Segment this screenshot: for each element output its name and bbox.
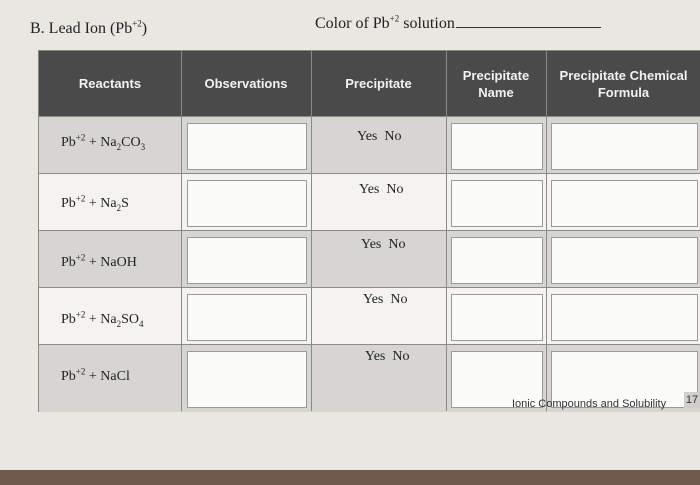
- heading-charge: +2: [132, 18, 142, 29]
- precipitate-name-input[interactable]: [451, 294, 543, 341]
- precipitate-name-input[interactable]: [451, 123, 543, 170]
- precipitate-choice: [357, 129, 402, 145]
- precipitate-name-input[interactable]: [451, 180, 543, 227]
- table-row: [39, 287, 700, 345]
- precipitate-name-input[interactable]: [451, 237, 543, 284]
- partner-formula: Na: [100, 135, 117, 150]
- table-header-row: [39, 51, 700, 116]
- yes-option[interactable]: Yes: [359, 182, 380, 197]
- plus-sign: +: [85, 369, 101, 384]
- ion-symbol: Pb: [61, 369, 76, 384]
- reactant-cell: [61, 366, 130, 385]
- header-precipitate-formula: Precipitate Chemical Formula: [559, 67, 688, 100]
- header-observations: Observations: [204, 76, 288, 91]
- section-heading: [30, 20, 147, 38]
- no-option[interactable]: No: [384, 129, 402, 144]
- ion-symbol: Pb: [61, 312, 76, 327]
- partner-subscript: 2: [116, 141, 122, 152]
- partner-formula: Na: [100, 196, 117, 211]
- reactant-cell: [61, 132, 146, 152]
- partner-formula-rest: S: [121, 196, 129, 211]
- reactant-cell: [61, 252, 137, 271]
- observations-input[interactable]: [187, 237, 307, 284]
- precipitate-choice: [361, 237, 406, 253]
- precipitate-formula-input[interactable]: [551, 123, 698, 170]
- color-prompt-suffix: solution: [399, 15, 455, 32]
- precipitate-choice: [363, 292, 408, 308]
- plus-sign: +: [85, 135, 101, 150]
- precipitate-formula-input[interactable]: [551, 180, 698, 227]
- yes-option[interactable]: Yes: [361, 237, 382, 252]
- reactions-table: [38, 50, 700, 412]
- color-prompt-text: Color of Pb: [315, 15, 390, 32]
- precipitate-formula-input[interactable]: [551, 294, 698, 341]
- table-row: [39, 116, 700, 174]
- yes-option[interactable]: Yes: [357, 129, 378, 144]
- no-option[interactable]: No: [388, 237, 406, 252]
- observations-input[interactable]: [187, 180, 307, 227]
- observations-input[interactable]: [187, 351, 307, 408]
- chapter-footer: Ionic Compounds and Solubility: [512, 398, 667, 410]
- plus-sign: +: [85, 312, 101, 327]
- table-row: [39, 173, 700, 231]
- column-divider: [546, 51, 547, 411]
- no-option[interactable]: No: [390, 292, 408, 307]
- partner-subscript: 2: [116, 202, 122, 213]
- observations-input[interactable]: [187, 294, 307, 341]
- partner-formula-rest: SO: [121, 312, 140, 327]
- ion-charge: +2: [75, 309, 86, 320]
- color-prompt: [315, 15, 455, 33]
- yes-option[interactable]: Yes: [365, 349, 386, 364]
- ion-charge: +2: [75, 193, 86, 204]
- heading-text: B. Lead Ion (Pb: [30, 20, 133, 37]
- partner-subscript-2: 4: [139, 318, 144, 329]
- ion-symbol: Pb: [61, 135, 76, 150]
- partner-formula-rest: CO: [121, 135, 141, 150]
- precipitate-formula-input[interactable]: [551, 237, 698, 284]
- color-prompt-charge: +2: [389, 13, 400, 24]
- column-divider: [446, 51, 447, 411]
- observations-input[interactable]: [187, 123, 307, 170]
- plus-sign: +: [85, 196, 101, 211]
- ion-symbol: Pb: [61, 255, 76, 270]
- partner-formula: Na: [100, 312, 117, 327]
- ion-charge: +2: [75, 132, 86, 143]
- heading-close: ): [141, 20, 148, 37]
- plus-sign: +: [85, 255, 101, 270]
- no-option[interactable]: No: [386, 182, 404, 197]
- precipitate-choice: [365, 349, 410, 365]
- yes-option[interactable]: Yes: [363, 292, 384, 307]
- table-row: [39, 230, 700, 288]
- partner-formula: NaCl: [100, 369, 130, 384]
- header-precipitate: Precipitate: [345, 76, 412, 91]
- ion-symbol: Pb: [61, 196, 76, 211]
- precipitate-choice: [359, 182, 404, 198]
- reactant-cell: [61, 193, 129, 213]
- ion-charge: +2: [75, 252, 86, 263]
- reactant-cell: [61, 309, 144, 329]
- ion-charge: +2: [75, 366, 86, 377]
- color-answer-blank[interactable]: [456, 27, 601, 28]
- partner-subscript: 2: [116, 318, 122, 329]
- header-precipitate-name: Precipitate Name: [462, 67, 530, 100]
- column-divider: [181, 51, 182, 411]
- header-reactants: Reactants: [78, 76, 142, 91]
- column-divider: [311, 51, 312, 411]
- page-number: 17: [685, 394, 699, 406]
- partner-formula: NaOH: [100, 255, 137, 270]
- no-option[interactable]: No: [392, 349, 410, 364]
- partner-subscript-2: 3: [140, 141, 146, 152]
